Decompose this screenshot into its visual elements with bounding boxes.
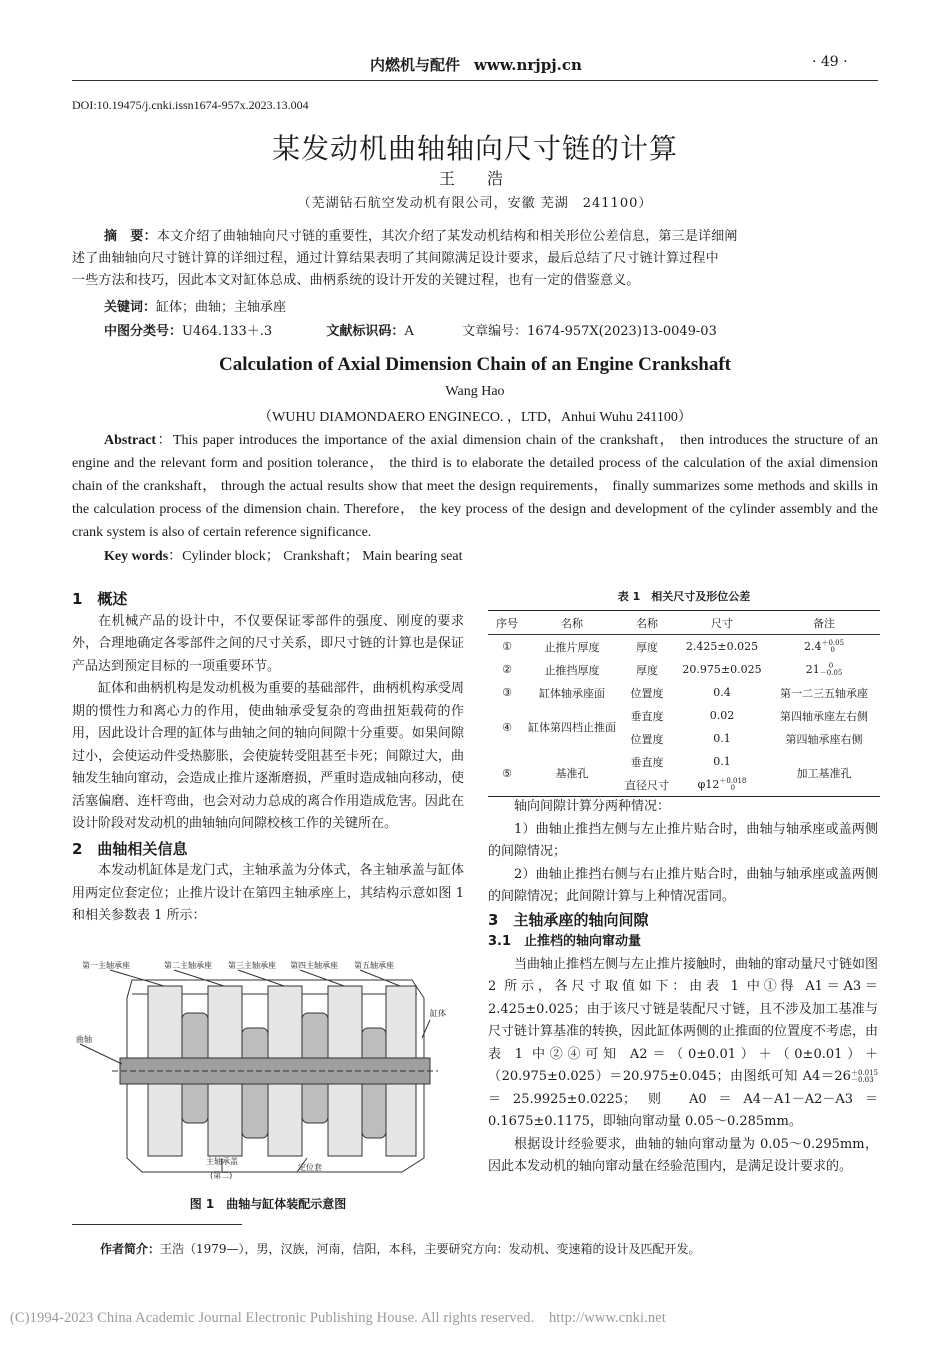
- cell-name2: 位置度: [630, 732, 664, 746]
- author-bio-label: 作者简介：: [100, 1242, 161, 1256]
- keywords-en-label: Key words: [104, 549, 169, 564]
- size-sup: ＋0.018: [719, 776, 747, 785]
- note-base: 21: [805, 662, 820, 676]
- cell-note: [768, 658, 880, 681]
- doi[interactable]: DOI:10.19475/j.cnki.issn1674-957x.2023.13.004: [72, 98, 309, 112]
- classification-line: [104, 320, 717, 339]
- table-header-row: [488, 611, 880, 635]
- cell-size: 20.975±0.025: [682, 663, 762, 676]
- keywords-cn: [104, 296, 286, 315]
- affiliation-en: （WUHU DIAMONDAERO ENGINECO. ，LTD，Anhui Wuhu 241100）: [258, 410, 692, 425]
- fig-label-seat-5: 第五轴承座: [354, 961, 394, 970]
- author-en: Wang Hao: [445, 384, 505, 399]
- section-2-heading: 2 曲轴相关信息: [72, 839, 188, 858]
- section-3-para-2: 根据设计经验要求，曲轴的轴向窜动量为 0.05～0.295mm，因此本发动机的轴向窜动量在经验范围内，是满足设计要求的。: [488, 1136, 878, 1174]
- note-base: 2.4: [803, 639, 822, 653]
- fig-label-bearing-cap-sub: (第二): [210, 1171, 233, 1180]
- table-row: [488, 704, 880, 727]
- author-bio-text: 王浩（1979—），男，汉族，河南，信阳，本科，主要研究方向：发动机、变速箱的设计及匹配开发。: [160, 1242, 701, 1256]
- cell-note: 第一二三五轴承座: [780, 686, 868, 700]
- journal-url[interactable]: www.nrjpj.cn: [474, 56, 582, 74]
- author-bio: [100, 1240, 701, 1257]
- clc-label: 中图分类号：: [104, 324, 183, 339]
- right-column-text: [488, 796, 878, 1179]
- section-3-para-1: [488, 954, 878, 1134]
- cell-note: 加工基准孔: [796, 767, 852, 780]
- abstract-en: [72, 429, 878, 544]
- section-3-1-heading: 3.1 止推档的轴向窜动量: [488, 934, 642, 949]
- keywords-en: [104, 545, 463, 565]
- th-note: 备注: [768, 611, 880, 635]
- table-1: [488, 588, 880, 797]
- cell-no: ①: [502, 640, 512, 653]
- size-sub: 0: [730, 783, 736, 792]
- tolerance-sup: ＋0.015: [850, 1068, 878, 1077]
- note-sup: 0: [828, 661, 834, 670]
- section-3-para-1b: ＝25.9925±0.0225；则 A0＝A4－A1－A2－A3＝0.1675±0.1175，即轴向窜动量 0.05～0.285mm。: [488, 1091, 878, 1129]
- clc-value: U464.133＋.3: [182, 324, 273, 339]
- th-no: 序号: [488, 611, 526, 635]
- table-1-caption: 表 1 相关尺寸及形位公差: [617, 590, 751, 603]
- paper-title: 某发动机曲轴轴向尺寸链的计算: [271, 132, 678, 165]
- fig-label-seat-4: 第四主轴承座: [290, 961, 338, 970]
- fig-label-dowel: 定位套: [298, 1163, 322, 1172]
- affiliation: （芜湖钻石航空发动机有限公司，安徽 芜湖 241100）: [297, 196, 653, 211]
- note-sub: 0: [830, 645, 835, 654]
- fig-label-crankshaft: 曲轴: [76, 1035, 92, 1044]
- cell-note: [768, 635, 880, 659]
- keywords-cn-text: 缸体；曲轴；主轴承座: [156, 300, 287, 315]
- figure-1: [72, 958, 464, 1186]
- article-no-value: 1674-957X(2023)13-0049-03: [527, 324, 717, 339]
- running-header: [370, 54, 582, 75]
- fig-label-seat-1: 第一主轴承座: [82, 961, 130, 970]
- abstract-cn-line-2: 述了曲轴轴向尺寸链计算的详细过程，通过计算结果表明了其间隙满足设计要求，最后总结了尺寸链计算过程中: [72, 251, 719, 266]
- cell-size: 0.4: [713, 686, 731, 699]
- table-row: [488, 750, 880, 773]
- cell-no: ③: [502, 686, 512, 699]
- cell-note: 第四轴承座右侧: [785, 732, 863, 746]
- note-sup: ＋0.05: [821, 638, 845, 647]
- abstract-cn-line-3: 一些方法和技巧，因此本文对缸体总成、曲柄系统的设计开发的关键过程，也有一定的借鉴意义。: [72, 273, 640, 288]
- abstract-en-label: Abstract: [104, 433, 157, 448]
- journal-name: 内燃机与配件: [370, 56, 461, 74]
- table-row: [488, 635, 880, 659]
- crankshaft-assembly-drawing: [72, 958, 464, 1186]
- cell-name2: 垂直度: [630, 709, 664, 723]
- table-1-body: [488, 611, 880, 796]
- cell-size: 0.1: [713, 732, 731, 745]
- section-3-para-1a: 当曲轴止推档左侧与左止推片接触时，曲轴的窜动量尺寸链如图 2 所示，各尺寸取值如下：由表 1 中①得 A1＝A3＝2.425±0.025；由于该尺寸链是装配尺寸链，且不涉及加工基准与尺寸链计算基准的转换，因此缸体两侧的止推面的位置度不考虑，由表 1 中②④可知 A2＝（0±0.01）＋（0±0.01）＋（20.975±0.025）＝20.975±0.045；由图纸可知 A4＝26: [488, 956, 879, 1084]
- size-base: φ12: [697, 777, 720, 791]
- abstract-cn-label: 摘 要：: [104, 229, 157, 244]
- table-row: [488, 658, 880, 681]
- cell-name: 止推片厚度: [544, 640, 600, 654]
- fig-label-block: 缸体: [430, 1009, 446, 1018]
- fig-label-bearing-cap: 主轴承盖: [206, 1157, 238, 1166]
- keywords-en-text: ：Cylinder block； Crankshaft； Main bearing seat: [168, 549, 463, 564]
- gap-case-2: 2）曲轴止推挡右侧与右止推片贴合时，曲轴与轴承座或盖两侧的间隙情况；此间隙计算与上种情况雷同。: [488, 866, 878, 904]
- copyright-watermark: (C)1994-2023 China Academic Journal Electronic Publishing House. All rights reserved. http://www.cnki.net: [10, 1310, 666, 1326]
- section-2-para-1: 本发动机缸体是龙门式，主轴承盖为分体式，各主轴承盖与缸体用两定位套定位；止推片设计在第四主轴承座上，其结构示意如图 1 和相关参数表 1 所示：: [72, 863, 464, 923]
- fig-label-seat-3: 第三主轴承座: [228, 961, 276, 970]
- keywords-cn-label: 关键词：: [104, 300, 157, 315]
- header-rule: [72, 80, 878, 81]
- th-name: 名称: [526, 611, 618, 635]
- article-no-label: 文章编号：: [462, 324, 528, 339]
- cell-size: 0.02: [709, 709, 735, 722]
- tolerance-sub: －0.03: [850, 1075, 874, 1084]
- abstract-cn: [72, 226, 878, 292]
- author: 王 浩: [438, 169, 511, 188]
- section-1-para-2: 缸体和曲柄机构是发动机极为重要的基础部件，曲柄机构承受周期的惯性力和离心力的作用，使曲轴承受复杂的弯曲扭矩载荷的作用，因此设计合理的缸体与曲轴之间的轴向间隙十分重要。如果间隙过小，会使运动件受热膨胀，会使旋转受阻甚至卡死；间隙过大，曲轴发生轴向窜动，会造成止推片逐渐磨损，严重时造成轴向移动，使活塞偏磨、连杆弯曲，也会对动力总成的离合作用造成危害。因此在设计阶段对发动机的曲轴轴向间隙校核工作的关键所在。: [72, 681, 464, 831]
- cell-name2: 垂直度: [630, 755, 664, 769]
- doc-code-value: A: [404, 324, 414, 339]
- paper-title-en: Calculation of Axial Dimension Chain of an Engine Crankshaft: [218, 354, 732, 375]
- doc-code-label: 文献标识码：: [326, 324, 405, 339]
- th-size: 尺寸: [676, 611, 768, 635]
- fig-label-seat-2: 第二主轴承座: [164, 961, 212, 970]
- figure-1-caption: 图 1 曲轴与缸体装配示意图: [189, 1197, 347, 1211]
- cell-name2: 位置度: [630, 686, 664, 700]
- cell-name: 缸体轴承座面: [539, 686, 605, 700]
- abstract-cn-line-1: 本文介绍了曲轴轴向尺寸链的重要性，其次介绍了某发动机结构和相关形位公差信息，第三是详细阐: [156, 229, 738, 244]
- cell-size: 0.1: [713, 755, 731, 768]
- cell-name2: 厚度: [636, 663, 658, 677]
- abstract-en-text: ：This paper introduces the importance of the axial dimension chain of the crankshaft， then introduces the structure of an engine and the relevant form and position tolerance， the third is to elaborate the detailed process of the calculation of the axial dimension chain of the crankshaft， through the actual results show that meet the design requirements， finally summarizes some methods and skills in the calculation process of the dimension chain. Therefore， the key process of the design and development of the cylinder assembly and the crank system is also of certain reference significance.: [72, 433, 878, 540]
- section-1-heading: 1 概述: [72, 590, 128, 608]
- cell-size: [676, 773, 768, 796]
- table-row: [488, 681, 880, 704]
- footnote-rule: [72, 1224, 242, 1225]
- cell-name: 基准孔: [555, 767, 589, 780]
- note-sub: －0.05: [819, 668, 843, 677]
- cell-size: 2.425±0.025: [685, 640, 759, 653]
- gap-intro: 轴向间隙计算分两种情况：: [514, 799, 671, 814]
- gap-case-1: 1）曲轴止推挡左侧与左止推片贴合时，曲轴与轴承座或盖两侧的间隙情况；: [488, 821, 878, 859]
- page-number: · 49 ·: [812, 54, 848, 70]
- cell-no: ④: [502, 720, 512, 734]
- cell-name2: 直径尺寸: [625, 778, 669, 792]
- cell-name2: 厚度: [636, 640, 658, 654]
- cell-name: 缸体第四档止推面: [528, 720, 616, 734]
- cell-no: ②: [502, 663, 512, 676]
- cell-name: 止推挡厚度: [544, 663, 600, 677]
- section-1-para-1: 在机械产品的设计中，不仅要保证零部件的强度、刚度的要求外，合理地确定各零部件之间的尺寸关系，即尺寸链的计算也是保证产品达到预定目标的一项重要环节。: [72, 613, 464, 674]
- cell-note: 第四轴承座左右侧: [780, 709, 868, 723]
- cell-no: ⑤: [502, 766, 512, 780]
- section-3-heading: 3 主轴承座的轴向间隙: [488, 910, 649, 929]
- th-name2: 名称: [618, 611, 676, 635]
- section-1: [72, 588, 464, 928]
